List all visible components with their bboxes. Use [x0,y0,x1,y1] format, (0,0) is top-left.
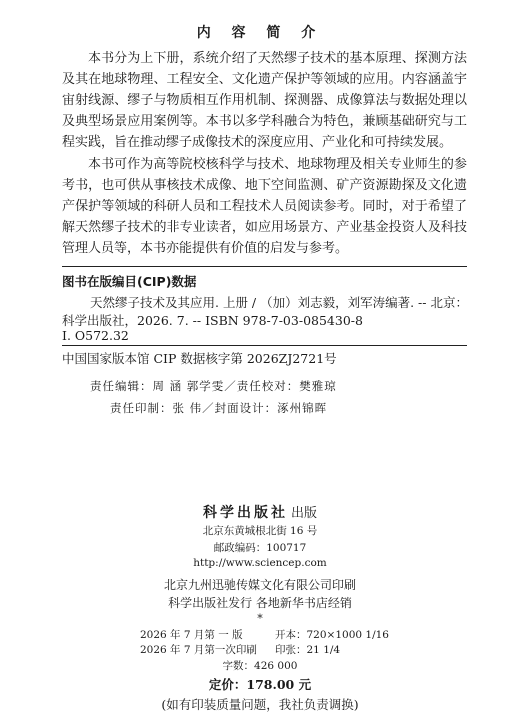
price: 定价：178.00 元 [208,677,312,692]
format: 开本：720×1000 1/16 [275,629,389,641]
edition-row [140,627,400,642]
summary-title: 内 容 简 介 [196,25,324,41]
cip-line-4: 中国国家版本馆 CIP 数据核字第 2026ZJ2721号 [62,351,337,366]
publisher-postcode: 邮政编码：100717 [213,542,307,554]
cip-line-1: 天然缪子技术及其应用. 上册 / （加）刘志毅，刘军涛编著. -- 北京： [90,295,468,310]
publisher-suffix: 出版 [290,506,317,521]
quality-notice: (如有印装质量问题，我社负责调换) [161,697,359,712]
publisher-logo: 科学出版社 [202,505,288,521]
cip-line-2: 科学出版社，2026. 7. -- ISBN 978-7-03-085430-8 [62,313,363,328]
cip-top-rule [62,266,467,267]
cip-line-3: I. O572.32 [62,328,129,343]
staff-line-1: 责任编辑：周 涵 郭学雯／责任校对：樊雅琼 [90,379,337,393]
publisher-address: 北京东黄城根北街 16 号 [202,525,318,537]
cip-heading: 图书在版编目(CIP)数据 [62,274,197,289]
summary-paragraph-1: 本书分为上下册，系统介绍了天然缪子技术的基本原理、探测方法及其在地球物理、工程安全、文化遗产保护等领域的应用。内容涵盖宇宙射线源、缪子与物质相互作用机制、探测器、成像算法与数据处理以及典型场景应用案例等。本书以多学科融合为特色，兼顾基础研究与工程实践，旨在推动缪子成像技术的深度应用、产业化和可持续发展。 [62,51,467,150]
sheets: 印张：21 1/4 [275,644,341,656]
printing-row [140,642,400,657]
separator-star: * [257,612,263,625]
cip-bottom-rule [62,345,467,346]
publisher-website: http://www.sciencep.com [193,557,327,569]
publisher-line [0,502,520,522]
printer-line: 北京九州迅驰传媒文化有限公司印刷 [163,578,356,592]
word-count: 字数：426 000 [222,660,298,672]
staff-line-2: 责任印制：张 伟／封面设计：涿州锦晖 [110,401,328,415]
edition: 2026 年 7 月第 一 版 [140,629,243,641]
printing: 2026 年 7 月第一次印刷 [140,644,257,656]
summary-paragraph-2: 本书可作为高等院校核科学与技术、地球物理及相关专业师生的参考书，也可供从事核技术成像、地下空间监测、矿产资源勘探及文化遗产保护等领域的科研人员和工程技术人员阅读参考。同时，对于希望了解天然缪子技术的非专业读者，如应用场景方、产业基金投资人及科技管理人员等，本书亦能提供有价值的启发与参考。 [62,157,467,256]
distribution-line: 科学出版社发行 各地新华书店经销 [168,596,352,610]
